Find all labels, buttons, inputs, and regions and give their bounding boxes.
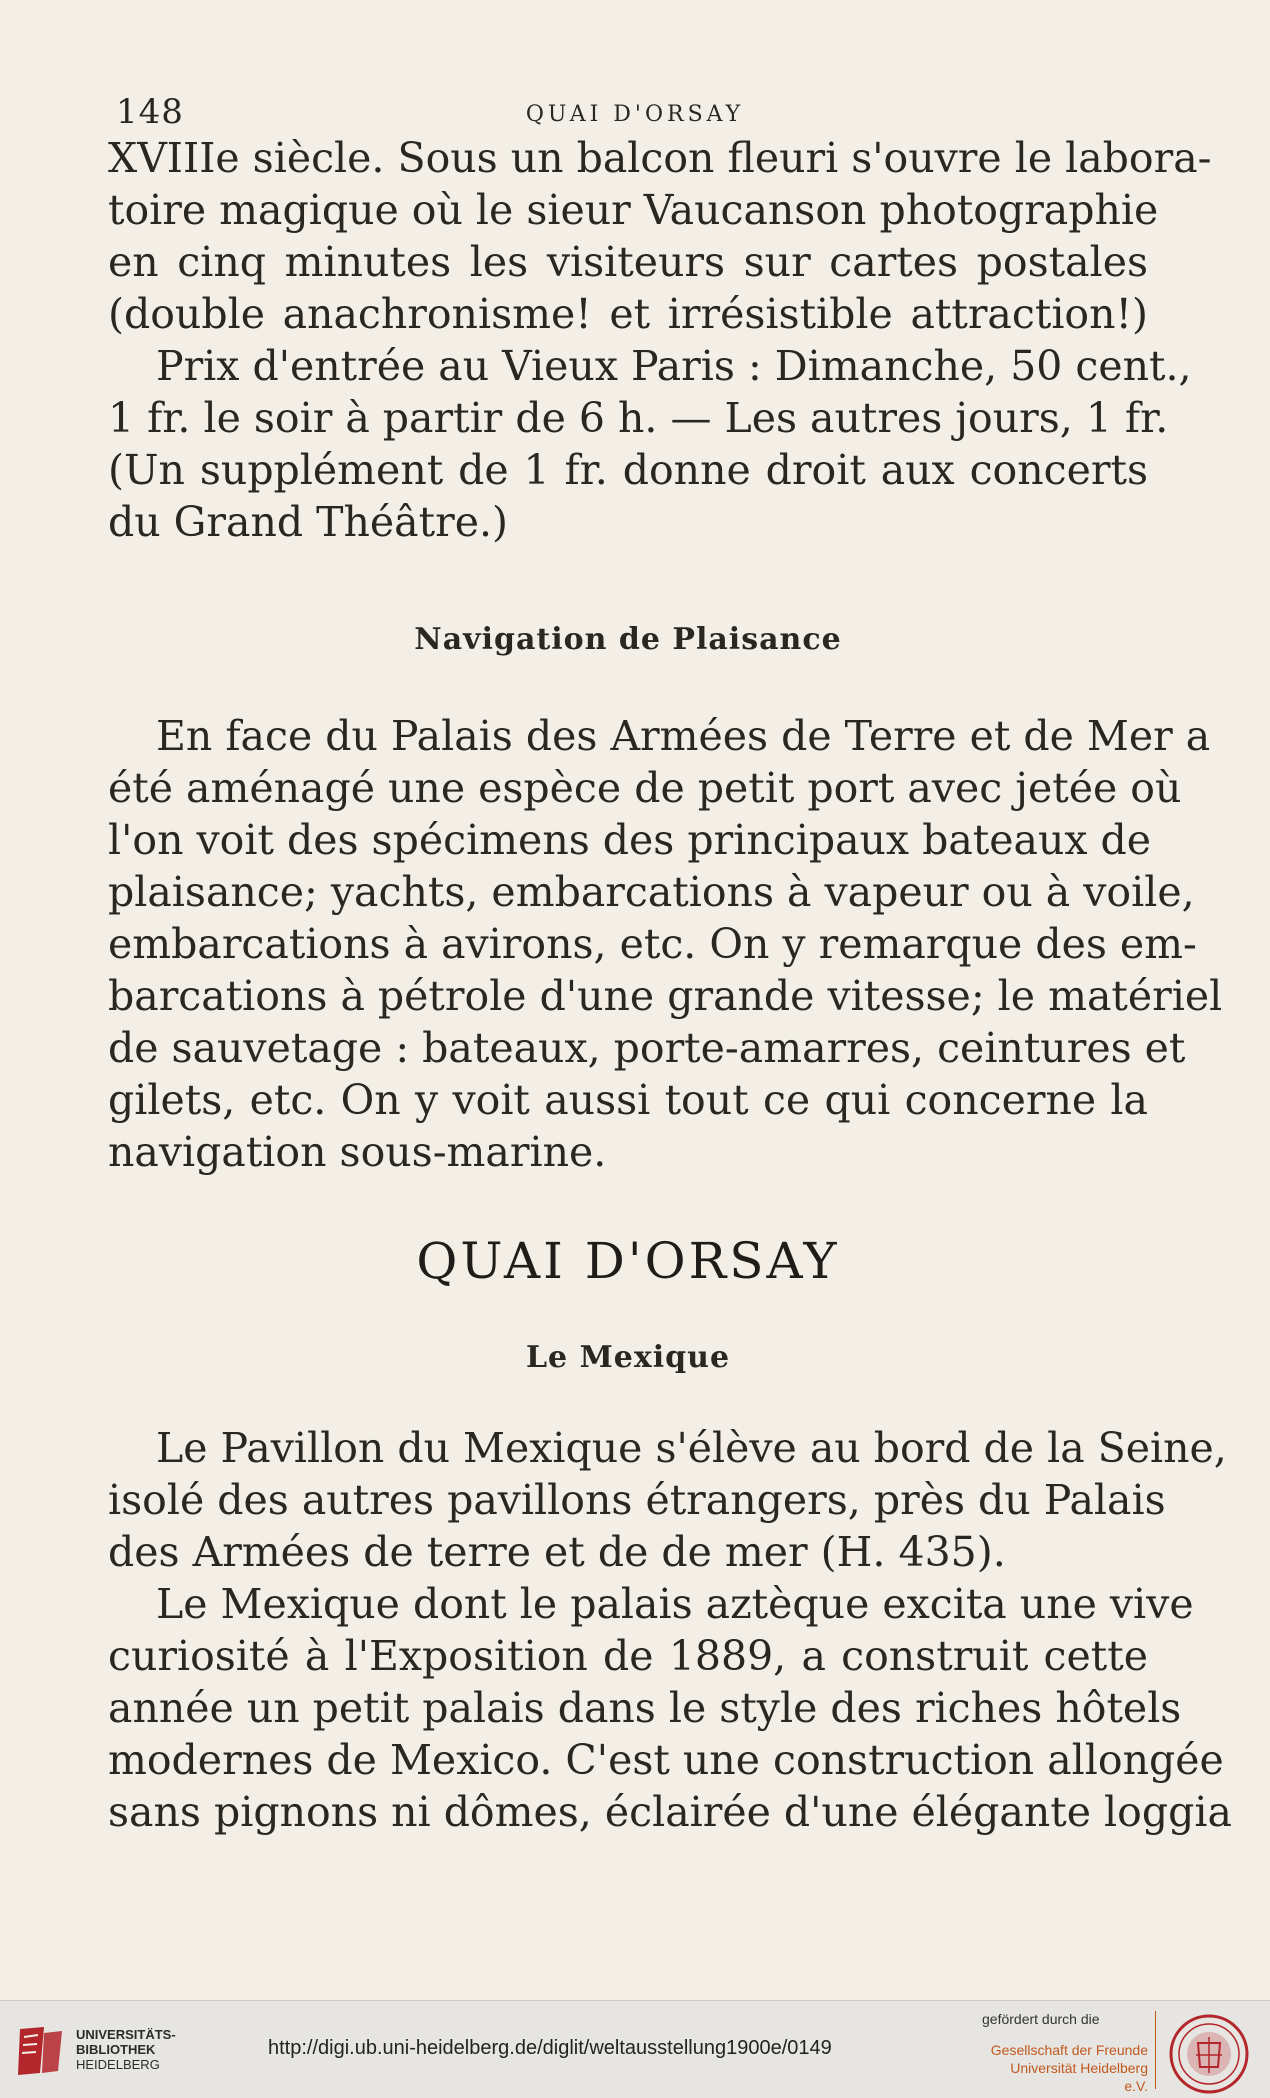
library-name xyxy=(76,2027,176,2072)
paragraph-2 xyxy=(108,340,1192,548)
text-line: (double anachronisme! et irrésistible attraction!) xyxy=(108,290,1148,338)
text-line: embarcations à avirons, etc. On y remarque des em- xyxy=(108,920,1197,968)
text-line: isolé des autres pavillons étrangers, près du Palais xyxy=(108,1476,1166,1524)
sponsor-name xyxy=(988,2041,1148,2095)
text-line: barcations à pétrole d'une grande vitesse; le matériel xyxy=(108,972,1223,1020)
running-head xyxy=(108,92,1162,132)
text-line: en cinq minutes les visiteurs sur cartes postales xyxy=(108,238,1148,286)
text-line: Prix d'entrée au Vieux Paris : Dimanche, 50 cent., xyxy=(156,342,1192,390)
text-line: l'on voit des spécimens des principaux bateaux de xyxy=(108,816,1152,864)
chapter-heading: QUAI D'ORSAY xyxy=(416,1232,840,1290)
sponsor-name-line: Universität Heidelberg e.V. xyxy=(1010,2060,1148,2094)
text-line: modernes de Mexico. C'est une construction allongée xyxy=(108,1736,1224,1784)
text-line: En face du Palais des Armées de Terre et de Mer a xyxy=(156,712,1211,760)
text-line: gilets, etc. On y voit aussi tout ce qui concerne la xyxy=(108,1076,1148,1124)
sponsor-divider xyxy=(1155,2011,1156,2089)
text-line: sans pignons ni dômes, éclairée d'une élégante loggia xyxy=(108,1788,1232,1836)
library-logo-icon xyxy=(14,2023,66,2079)
viewer-footer xyxy=(0,2000,1270,2098)
running-title: QUAI D'ORSAY xyxy=(525,102,745,127)
university-seal-icon xyxy=(1168,2013,1250,2095)
paragraph-5 xyxy=(108,1578,1232,1838)
text-line: 1 fr. le soir à partir de 6 h. — Les autres jours, 1 fr. xyxy=(108,394,1169,442)
text-line: été aménagé une espèce de petit port avec jetée où xyxy=(108,764,1182,812)
text-line: Le Mexique dont le palais aztèque excita une vive xyxy=(156,1580,1194,1628)
paragraph-4 xyxy=(108,1422,1227,1578)
library-name-line: UNIVERSITÄTS- xyxy=(76,2027,176,2042)
text-line: curiosité à l'Exposition de 1889, a construit cette xyxy=(108,1632,1148,1680)
text-line: toire magique où le sieur Vaucanson photographie xyxy=(108,186,1159,234)
text-line: des Armées de terre et de de mer (H. 435). xyxy=(108,1528,1006,1576)
page-number: 148 xyxy=(116,92,184,132)
paragraph-1 xyxy=(108,132,1212,340)
library-name-line: HEIDELBERG xyxy=(76,2057,160,2072)
text-line: de sauvetage : bateaux, porte-amarres, ceintures et xyxy=(108,1024,1186,1072)
section-heading-navigation: Navigation de Plaisance xyxy=(414,622,842,657)
section-heading-mexique: Le Mexique xyxy=(525,1340,731,1375)
text-line: année un petit palais dans le style des riches hôtels xyxy=(108,1684,1182,1732)
paragraph-3 xyxy=(108,710,1223,1178)
library-name-line: BIBLIOTHEK xyxy=(76,2042,156,2057)
sponsor-caption: gefördert durch die xyxy=(982,2011,1100,2027)
text-line: Le Pavillon du Mexique s'élève au bord de la Seine, xyxy=(156,1424,1227,1472)
text-line: navigation sous-marine. xyxy=(108,1128,607,1176)
text-line: XVIIIe siècle. Sous un balcon fleuri s'ouvre le labora- xyxy=(108,134,1212,182)
sponsor-name-line: Gesellschaft der Freunde xyxy=(990,2042,1148,2058)
text-line: (Un supplément de 1 fr. donne droit aux concerts xyxy=(108,446,1148,494)
text-line: plaisance; yachts, embarcations à vapeur ou à voile, xyxy=(108,868,1195,916)
source-url-link[interactable]: http://digi.ub.uni-heidelberg.de/diglit/weltausstellung1900e/0149 xyxy=(268,2037,832,2059)
text-line: du Grand Théâtre.) xyxy=(108,498,508,546)
